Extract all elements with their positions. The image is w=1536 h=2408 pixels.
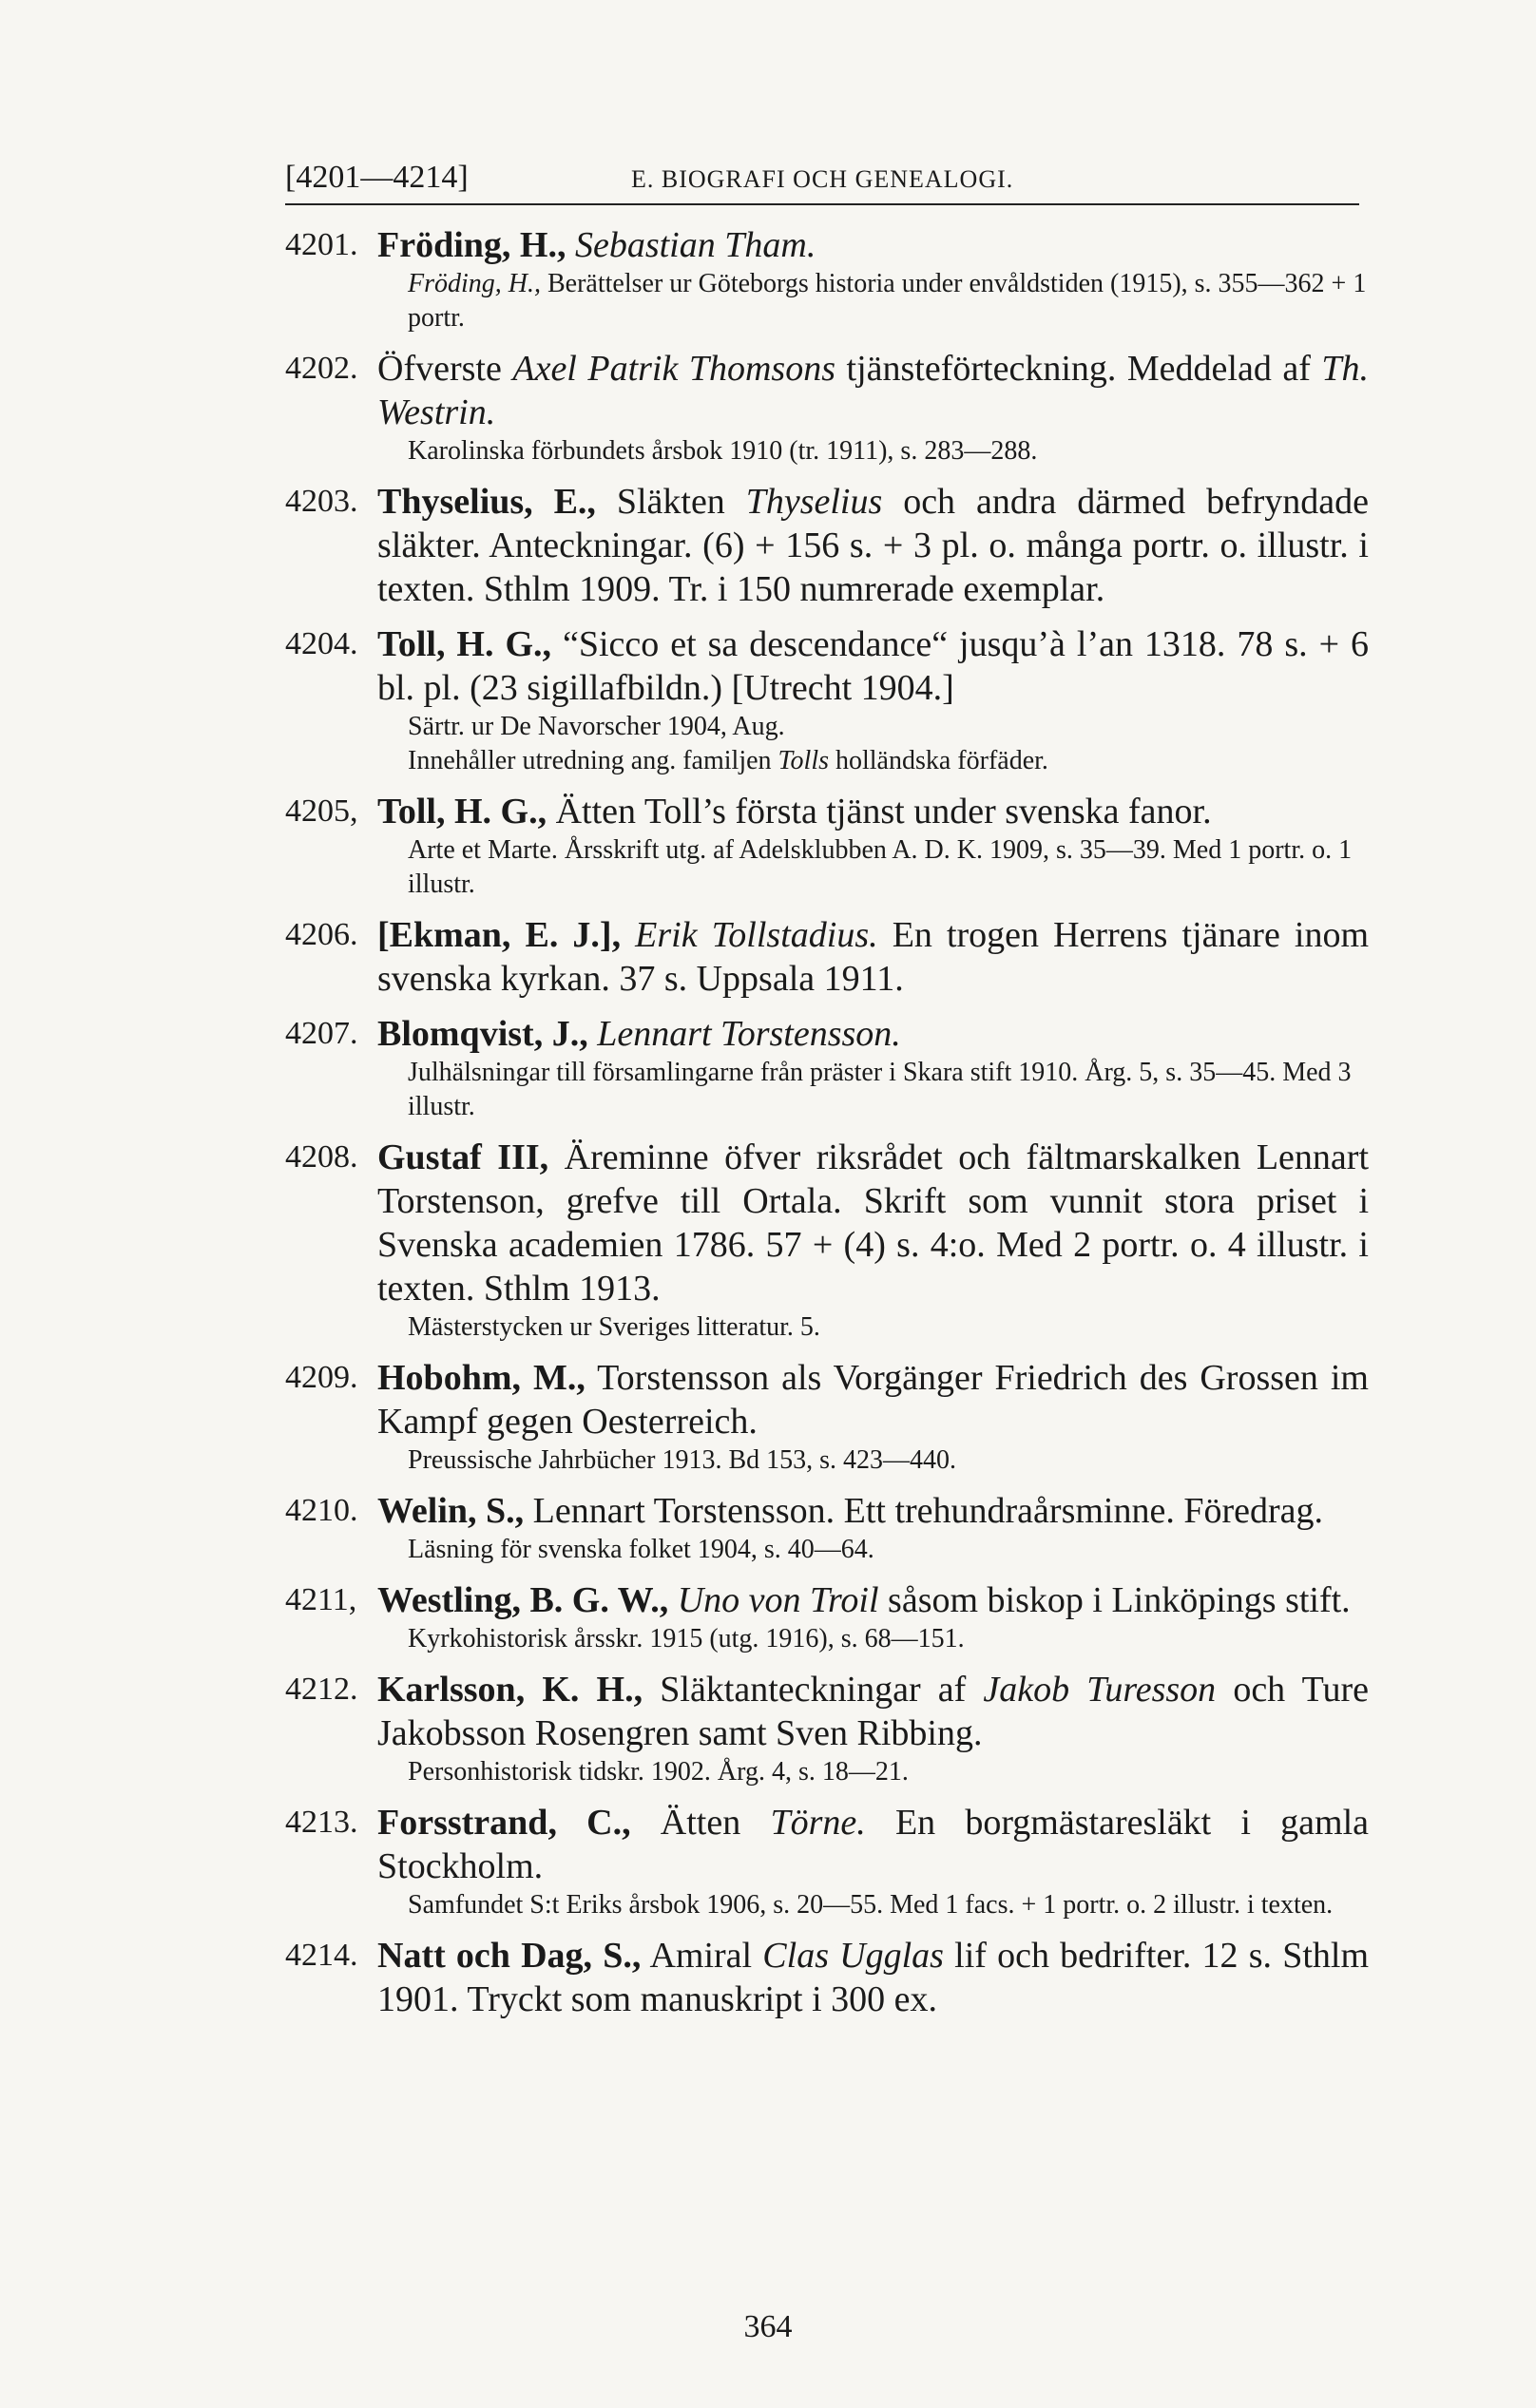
entry-number: 4205,	[285, 793, 358, 829]
entry-main	[377, 622, 1369, 710]
entry-rest: En borgmästaresläkt i gamla Stockholm.	[377, 1803, 1370, 1886]
entry-rest: lif och bedrifter. 12 s. Sthlm 1901. Tryckt som manuskript i 300 ex.	[377, 1936, 1370, 2019]
entry-title: Thyselius	[745, 482, 883, 522]
entry-pre: Ätten	[660, 1803, 741, 1843]
entry-author: Blomqvist, J.,	[377, 1014, 588, 1054]
entry-rest: såsom biskop i Linköpings stift.	[888, 1580, 1351, 1620]
entry-note: Preussische Jahrbücher 1913. Bd 153, s. 423—440.	[408, 1445, 957, 1475]
entry-number: 4207.	[285, 1016, 358, 1051]
entry-number: 4213.	[285, 1805, 358, 1840]
entry-4208	[285, 1136, 1369, 1345]
entry-main	[377, 790, 1369, 833]
entry-note: Mästerstycken ur Sveriges litteratur. 5.	[408, 1312, 820, 1342]
entry-number: 4214.	[285, 1938, 358, 1973]
entry-author: Karlsson, K. H.,	[377, 1670, 643, 1710]
entry-main	[377, 347, 1369, 434]
entry-4214	[285, 1934, 1369, 2021]
entry-rest: Äreminne öfver riksrådet och fältmarskalken Lennart Torstenson, grefve till Ortala. Skrift som vunnit stora priset i Svenska academien 1786. 57 + (4) s. 4:o. Med 2 portr. o. 4 illustr. i texten. Sthlm 1913.	[377, 1137, 1370, 1309]
entry-main	[377, 1578, 1369, 1622]
entry-note: Kyrkohistorisk årsskr. 1915 (utg. 1916), s. 68—151.	[408, 1624, 965, 1653]
entry-4202	[285, 347, 1369, 468]
entry-pre: Amiral	[649, 1936, 753, 1976]
entry-4205	[285, 790, 1369, 902]
note-post: holländska förfäder.	[835, 746, 1048, 775]
entry-note: Samfundet S:t Eriks årsbok 1906, s. 20—55. Med 1 facs. + 1 portr. o. 2 illustr. i texten.	[408, 1890, 1334, 1920]
entry-author: Gustaf III,	[377, 1137, 549, 1177]
entry-author: Toll, H. G.,	[377, 624, 552, 664]
entry-author: Welin, S.,	[377, 1491, 525, 1531]
entry-pre: Släktanteckningar af	[660, 1670, 967, 1710]
entry-main	[377, 1934, 1369, 2021]
entry-author: [Ekman, E. J.],	[377, 915, 622, 955]
entry-note: Personhistorisk tidskr. 1902. Årg. 4, s. 18—21.	[408, 1757, 909, 1787]
entry-main	[377, 1489, 1369, 1533]
entry-note: Julhälsningar till församlingarne från präster i Skara stift 1910. Årg. 5, s. 35—45. Med 3 illustr.	[408, 1058, 1352, 1121]
entry-rest: En trogen Herrens tjänare inom svenska kyrkan. 37 s. Uppsala 1911.	[377, 915, 1370, 999]
entry-main	[377, 1356, 1369, 1443]
entry-title: Erik Tollstadius.	[635, 915, 878, 955]
note-author: Fröding, H.,	[408, 269, 541, 298]
entry-4213	[285, 1801, 1369, 1922]
entry-range: [4201—4214]	[285, 160, 469, 195]
entry-note	[377, 267, 1369, 335]
entry-main	[377, 1012, 1369, 1056]
entry-title: Clas Ugglas	[762, 1936, 944, 1976]
entry-number: 4203.	[285, 484, 358, 519]
entry-main	[377, 1668, 1369, 1755]
page-header	[285, 152, 1359, 205]
bibliography-list	[285, 223, 1369, 2033]
entry-title: Axel Patrik Thomsons	[512, 349, 836, 389]
section-title: E. BIOGRAFI OCH GENEALOGI.	[631, 165, 1014, 193]
entry-title-2: Th. Westrin.	[377, 349, 1370, 432]
entry-4201	[285, 223, 1369, 335]
entry-mid: tjänsteförteckning. Meddelad af	[846, 349, 1311, 389]
entry-rest: och andra därmed befryndade släkter. Anteckningar. (6) + 156 s. + 3 pl. o. många portr. o. illustr. i texten. Sthlm 1909. Tr. i 150 numrerade exemplar.	[377, 482, 1369, 609]
entry-title: Sebastian Tham.	[574, 225, 816, 265]
entry-number: 4201.	[285, 227, 358, 262]
entry-title: Uno von Troil	[677, 1580, 879, 1620]
entry-main	[377, 480, 1369, 611]
entry-author: Fröding, H.,	[377, 225, 566, 265]
entry-4207	[285, 1012, 1369, 1124]
entry-rest: Ätten Toll’s första tjänst under svenska fanor.	[555, 792, 1212, 831]
entry-author: Hobohm, M.,	[377, 1358, 586, 1398]
entry-number: 4210.	[285, 1493, 358, 1528]
entry-number: 4208.	[285, 1139, 358, 1175]
entry-note: Karolinska förbundets årsbok 1910 (tr. 1911), s. 283—288.	[408, 436, 1038, 466]
entry-author: Westling, B. G. W.,	[377, 1580, 669, 1620]
entry-4206	[285, 913, 1369, 1001]
note-pre: Innehåller utredning ang. familjen	[408, 746, 772, 775]
entry-4212	[285, 1668, 1369, 1789]
entry-4203	[285, 480, 1369, 611]
entry-number: 4202.	[285, 351, 358, 386]
entry-number: 4204.	[285, 626, 358, 661]
note-title: Tolls	[778, 746, 829, 775]
entry-note: Särtr. ur De Navorscher 1904, Aug.	[408, 712, 785, 741]
entry-author: Thyselius, E.,	[377, 482, 596, 522]
entry-number: 4212.	[285, 1672, 358, 1707]
entry-note-2	[377, 744, 1369, 778]
entry-number: 4209.	[285, 1360, 358, 1395]
entry-rest: och Ture Jakobsson Rosengren samt Sven Ribbing.	[377, 1670, 1370, 1753]
entry-author: Forsstrand, C.,	[377, 1803, 631, 1843]
entry-author: Natt och Dag, S.,	[377, 1936, 642, 1976]
entry-4211	[285, 1578, 1369, 1656]
entry-rest: Lennart Torstensson. Ett trehundraårsminne. Föredrag.	[532, 1491, 1324, 1531]
entry-main	[377, 1136, 1369, 1310]
entry-main	[377, 223, 1369, 267]
entry-4210	[285, 1489, 1369, 1567]
page-number: 364	[743, 2309, 793, 2344]
entry-title: Lennart Torstensson.	[597, 1014, 901, 1054]
entry-title: Jakob Turesson	[983, 1670, 1217, 1710]
entry-4209	[285, 1356, 1369, 1478]
entry-rest: “Sicco et sa descendance“ jusqu’à l’an 1318. 78 s. + 6 bl. pl. (23 sigillafbildn.) [Utrecht 1904.]	[377, 624, 1369, 708]
entry-4204	[285, 622, 1369, 778]
entry-pre: Släkten	[616, 482, 725, 522]
entry-note: Läsning för svenska folket 1904, s. 40—64.	[408, 1535, 874, 1564]
note-text: Berättelser ur Göteborgs historia under envåldstiden (1915), s. 355—362 + 1 portr.	[408, 269, 1367, 333]
entry-rest: Torstensson als Vorgänger Friedrich des Grossen im Kampf gegen Oesterreich.	[377, 1358, 1369, 1442]
entry-note: Arte et Marte. Årsskrift utg. af Adelsklubben A. D. K. 1909, s. 35—39. Med 1 portr. o. 1 illustr.	[408, 835, 1353, 899]
entry-author: Toll, H. G.,	[377, 792, 547, 831]
entry-title: Törne.	[770, 1803, 866, 1843]
entry-number: 4211,	[285, 1582, 357, 1617]
entry-main	[377, 1801, 1369, 1888]
entry-main	[377, 913, 1369, 1001]
entry-pre: Öfverste	[377, 349, 502, 389]
entry-number: 4206.	[285, 917, 358, 952]
